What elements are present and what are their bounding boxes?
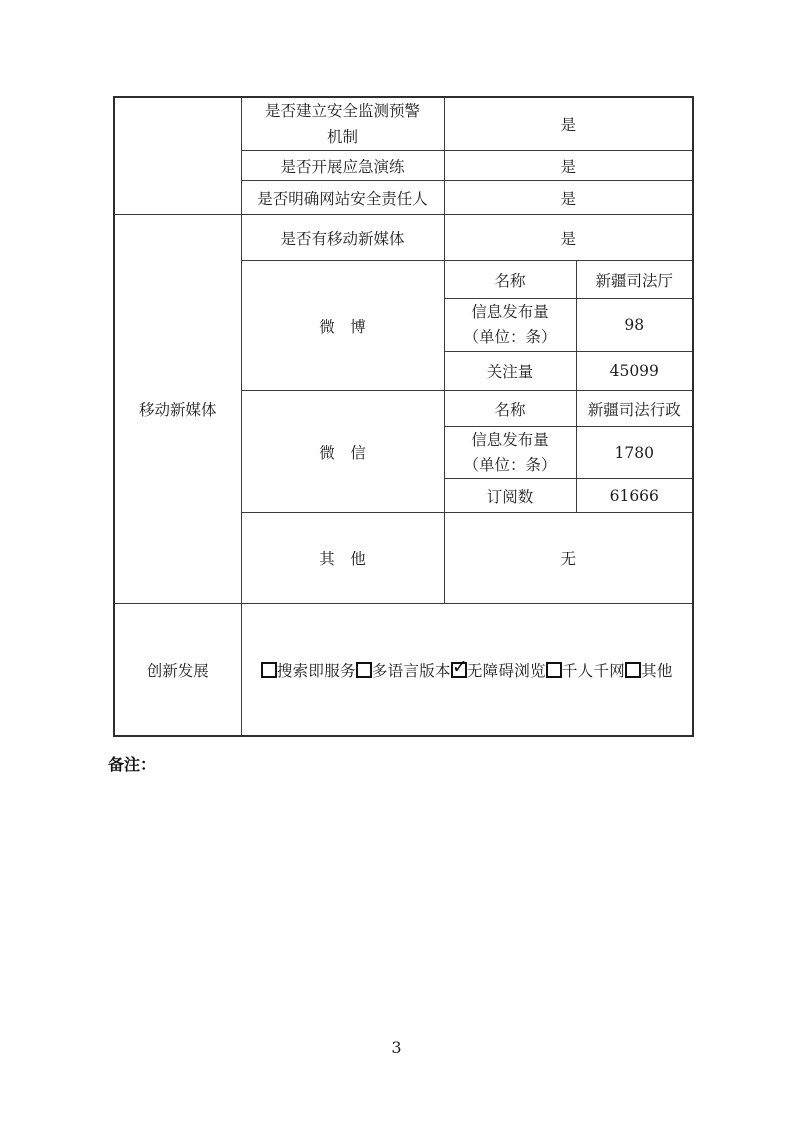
value-emergency-drill: 是 (444, 151, 693, 181)
label-line2: （单位：条） (463, 455, 557, 474)
checkbox-accessibility-checked-icon (451, 662, 467, 678)
section-innovation: 创新发展 (114, 604, 241, 737)
label-has-mobile-media: 是否有移动新媒体 (241, 215, 444, 261)
value-other-media: 无 (444, 513, 693, 604)
label-wechat: 微 信 (241, 391, 444, 513)
label-wechat-subscribers: 订阅数 (444, 479, 576, 513)
label-weibo-post-volume (444, 299, 576, 352)
value-website-security-officer: 是 (444, 181, 693, 215)
label-security-monitoring-mechanism (241, 97, 444, 151)
label-line2: （单位：条） (463, 328, 557, 346)
checkbox-search-service-icon (261, 662, 277, 678)
label-wechat-name: 名称 (444, 391, 576, 427)
label-weibo-followers: 关注量 (444, 352, 576, 391)
page-number: 3 (391, 1038, 402, 1057)
label-weibo: 微 博 (241, 261, 444, 391)
label-website-security-officer: 是否明确网站安全责任人 (241, 181, 444, 215)
label-weibo-name: 名称 (444, 261, 576, 299)
value-weibo-name: 新疆司法厅 (576, 261, 693, 299)
label-wechat-post-volume (444, 427, 576, 479)
section-label-empty (114, 97, 241, 215)
value-security-monitoring-mechanism: 是 (444, 97, 693, 151)
label-other-media: 其 他 (241, 513, 444, 604)
checkbox-other-label: 其他 (641, 661, 673, 680)
checkbox-multilingual-label: 多语言版本 (371, 661, 451, 680)
value-wechat-post-volume: 1780 (576, 427, 693, 479)
label-text: 是否建立安全监测预警机制 (264, 102, 420, 146)
label-line1: 信息发布量 (471, 430, 549, 449)
checkbox-thousand-sites-label: 千人千网 (561, 661, 626, 680)
checkbox-search-service-label: 搜索即服务 (276, 661, 356, 680)
checkbox-multilingual-icon (356, 662, 372, 678)
annual-report-table (113, 96, 694, 737)
value-wechat-name: 新疆司法行政 (576, 391, 693, 427)
table-row (114, 215, 693, 261)
table-row (114, 604, 693, 737)
section-mobile-media: 移动新媒体 (114, 215, 241, 604)
table-row (114, 97, 693, 151)
value-weibo-post-volume: 98 (576, 299, 693, 352)
innovation-options-cell (241, 604, 693, 737)
label-line1: 信息发布量 (471, 303, 549, 321)
checkbox-other-icon (625, 662, 641, 678)
value-wechat-subscribers: 61666 (576, 479, 693, 513)
label-emergency-drill: 是否开展应急演练 (241, 151, 444, 181)
value-weibo-followers: 45099 (576, 352, 693, 391)
checkbox-group (261, 662, 673, 680)
value-has-mobile-media: 是 (444, 215, 693, 261)
remark-label: 备注： (108, 755, 157, 774)
checkbox-thousand-sites-icon (546, 662, 562, 678)
checkbox-accessibility-label: 无障碍浏览 (466, 661, 546, 680)
